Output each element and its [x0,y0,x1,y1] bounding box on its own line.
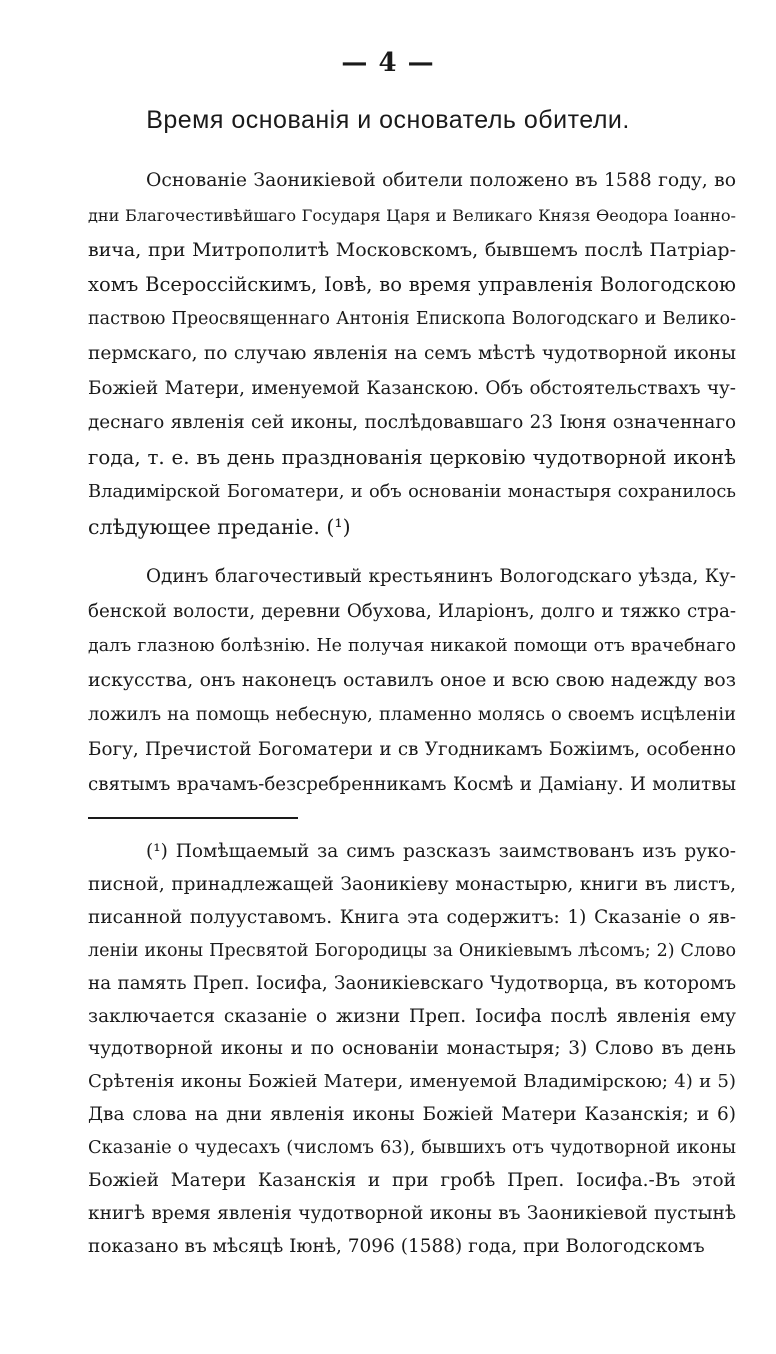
paragraph-line: года, т. е. въ день празднованія церковію чудотворной иконѣ [88,445,736,469]
paragraph-line: слѣдующее преданіе. (¹) [88,514,351,539]
footnote-line: Сказаніе о чудесахъ (числомъ 63), бывшихъ отъ чудотворной иконы [88,1137,736,1159]
paragraph-line: Одинъ благочестивый крестьянинъ Вологодскаго уѣзда, Ку- [146,566,736,587]
footnote-divider [88,817,298,819]
footnote-line: чудотворной иконы и по основаніи монастыря; 3) Слово въ день [88,1038,736,1060]
footnote-line: Божіей Матери Казанскія и при гробѣ Преп. Іосифа.-Въ этой [88,1170,736,1192]
footnote-line: книгѣ время явленія чудотворной иконы въ Заоникіевой пустынѣ [88,1202,736,1224]
paragraph-line: вича, при Митрополитѣ Московскомъ, бывшемъ послѣ Патріар- [88,239,736,262]
paragraph-line: паствою Преосвященнаго Антонія Епископа Вологодскаго и Велико- [88,309,736,330]
paragraph-line: ложилъ на помощь небесную, пламенно молясь о своемъ исцѣленіи [88,704,736,726]
footnote-line: на память Преп. Іосифа, Заоникіевскаго Чудотворца, въ которомъ [88,972,736,994]
page-number: — 4 — [341,48,435,78]
footnote-line: показано въ мѣсяцѣ Іюнѣ, 7096 (1588) года, при Вологодскомъ [88,1235,705,1257]
section-heading: Время основанія и основатель обители. [146,106,630,134]
paragraph-line: святымъ врачамъ-безсребренникамъ Космѣ и Даміану. И молитвы [88,773,736,795]
paragraph-1 [88,164,736,545]
footnote-line: Два слова на дни явленія иконы Божіей Матери Казанскія; и 6) [88,1104,736,1126]
paragraph-line: деснаго явленія сей иконы, послѣдовавшаго 23 Іюня означеннаго [88,412,736,434]
paragraph-line: Богу, Пречистой Богоматери и св Угодникамъ Божіимъ, особенно [88,738,736,760]
footnote-line: писной, принадлежащей Заоникіеву монастырю, книги въ листъ, [88,873,736,895]
paragraph-line: искусства, онъ наконецъ оставилъ оное и всю свою надежду воз [88,669,736,691]
paragraph-line: Владимірской Богоматери, и объ основаніи монастыря сохранилось [88,481,736,503]
footnote-line: леніи иконы Пресвятой Богородицы за Оникіевымъ лѣсомъ; 2) Слово [88,940,736,961]
paragraph-line: Основаніе Заоникіевой обители положено въ 1588 году, во [146,170,736,191]
footnote [88,836,736,1264]
footnote-line: (¹) Помѣщаемый за симъ разсказъ заимствованъ изъ руко- [146,841,736,862]
paragraph-line: далъ глазною болѣзнію. Не получая никакой помощи отъ врачебнаго [88,636,736,657]
paragraph-2 [88,560,736,802]
paragraph-line: Божіей Матери, именуемой Казанскою. Объ обстоятельствахъ чу- [88,377,736,399]
paragraph-line: пермскаго, по случаю явленія на семъ мѣстѣ чудотворной иконы [88,342,736,364]
paragraph-line: бенской волости, деревни Обухова, Иларіонъ, долго и тяжко стра- [88,600,736,622]
footnote-line: заключается сказаніе о жизни Преп. Іосифа послѣ явленія ему [88,1005,736,1027]
paragraph-line: дни Благочестивѣйшаго Государя Царя и Великаго Князя Ѳеодора Іоанно- [88,205,736,225]
footnote-line: писанной полууставомъ. Книга эта содержитъ: 1) Сказаніе о яв- [88,906,736,928]
paragraph-line: хомъ Всероссійскимъ, Іовѣ, во время управленія Вологодскою [88,272,736,296]
footnote-line: Срѣтенія иконы Божіей Матери, именуемой Владимірскою; 4) и 5) [88,1071,736,1093]
